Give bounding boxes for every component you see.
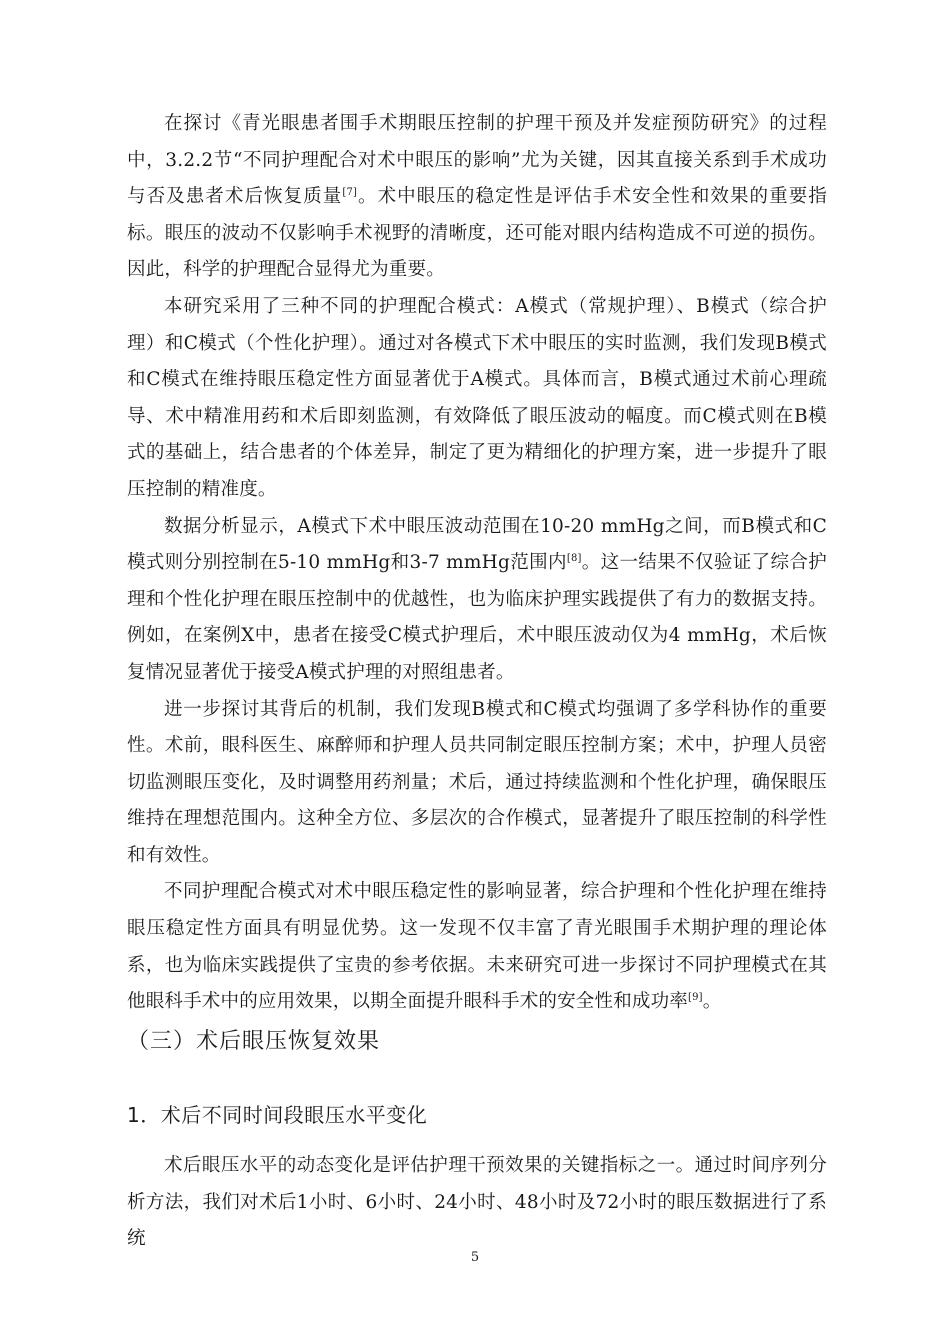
subsection-body (127, 1148, 827, 1258)
section-heading: （三）术后眼压恢复效果 (127, 1029, 381, 1054)
paragraph-5-text: 不同护理配合模式对术中眼压稳定性的影响显著，综合护理和个性化护理在维持眼压稳定性方面具有明显优势。这一发现不仅丰富了青光眼围手术期护理的理论体系，也为临床实践提供了宝贵的参考依据。未来研究可进一步探讨不同护理模式在其他眼科手术中的应用效果，以期全面提升眼科手术的安全性和成功率 (127, 881, 827, 1013)
paragraph-2 (127, 289, 827, 509)
body-text (127, 106, 827, 1021)
paragraph-4 (127, 692, 827, 875)
paragraph-5 (127, 874, 827, 1020)
paragraph-5-tail: 。 (702, 991, 722, 1013)
paragraph-3-tail: 。这一结果不仅验证了综合护理和个性化护理在眼压控制中的优越性，也为临床护理实践提供了有力的数据支持。例如，在案例X中，患者在接受C模式护理后，术中眼压波动仅为4 mmHg，术后恢复情况显著优于接受A模式护理的对照组患者。 (127, 552, 827, 683)
subsection-heading: 1．术后不同时间段眼压水平变化 (127, 1103, 428, 1127)
paragraph-1-tail: 。术中眼压的稳定性是评估手术安全性和效果的重要指标。眼压的波动不仅影响手术视野的清晰度，还可能对眼内结构造成不可逆的损伤。因此，科学的护理配合显得尤为重要。 (127, 186, 827, 281)
subsection-paragraph: 术后眼压水平的动态变化是评估护理干预效果的关键指标之一。通过时间序列分析方法，我们对术后1小时、6小时、24小时、48小时及72小时的眼压数据进行了系统 (127, 1155, 827, 1250)
paragraph-2-text: 本研究采用了三种不同的护理配合模式：A模式（常规护理）、B模式（综合护理）和C模式（个性化护理）。通过对各模式下术中眼压的实时监测，我们发现B模式和C模式在维持眼压稳定性方面显著优于A模式。具体而言，B模式通过术前心理疏导、术中精准用药和术后即刻监测，有效降低了眼压波动的幅度。而C模式则在B模式的基础上，结合患者的个体差异，制定了更为精细化的护理方案，进一步提升了眼压控制的精准度。 (127, 295, 827, 500)
paragraph-3 (127, 509, 827, 692)
citation-9: [9] (688, 992, 703, 1004)
paragraph-3-text: 数据分析显示，A模式下术中眼压波动范围在10-20 mmHg之间，而B模式和C模式则分别控制在5-10 mmHg和3-7 mmHg范围内 (127, 515, 827, 574)
citation-8: [8] (566, 552, 582, 564)
paragraph-4-text: 进一步探讨其背后的机制，我们发现B模式和C模式均强调了多学科协作的重要性。术前，眼科医生、麻醉师和护理人员共同制定眼压控制方案；术中，护理人员密切监测眼压变化，及时调整用药剂量；术后，通过持续监测和个性化护理，确保眼压维持在理想范围内。这种全方位、多层次的合作模式，显著提升了眼压控制的科学性和有效性。 (127, 698, 827, 866)
page-number: 5 (470, 1250, 480, 1265)
paragraph-1 (127, 106, 827, 289)
citation-7: [7] (342, 187, 358, 199)
paragraph-1-text: 在探讨《青光眼患者围手术期眼压控制的护理干预及并发症预防研究》的过程中，3.2.2节“不同护理配合对术中眼压的影响”尤为关键，因其直接关系到手术成功与否及患者术后恢复质量 (127, 113, 827, 208)
